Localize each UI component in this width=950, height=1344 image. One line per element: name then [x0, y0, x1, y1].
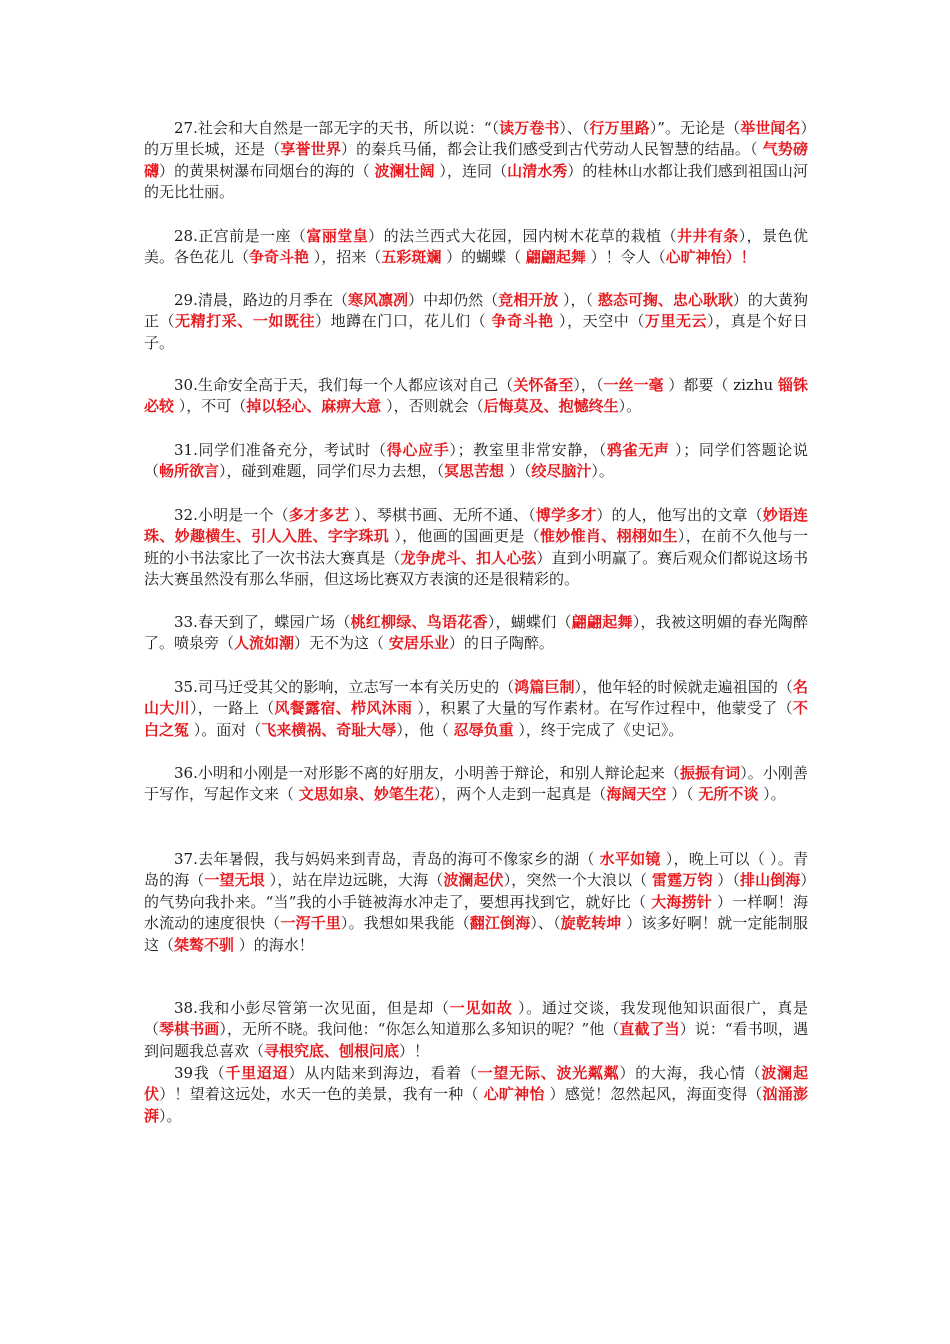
paragraph-text: ），站在岸边远眺，大海（ — [264, 871, 444, 890]
answer-idiom: 文思如泉、妙笔生花 — [298, 785, 434, 804]
paragraph-text: ），碰到难题，同学们尽力去想，（ — [219, 462, 445, 481]
paragraph-text: ）无不为这（ — [294, 634, 389, 653]
paragraph-text: ）说：“看书呗，遇到问题我总喜欢（ — [144, 1020, 808, 1060]
paragraph-text: ）中却仍然（ — [408, 291, 499, 309]
answer-idiom: 掉以轻心、麻痹大意 — [246, 397, 382, 416]
answer-idiom: 一泻千里 — [280, 914, 341, 933]
paragraph-text: ），他画的国画更是（ — [389, 527, 540, 546]
paragraph-text: ）的万里长城，还是（ — [144, 119, 808, 159]
answer-idiom: 享誉世界 — [280, 140, 341, 159]
answer-idiom: 无所不谈 — [698, 785, 759, 804]
answer-idiom: 憨态可掬、忠心耿耿 — [597, 291, 733, 309]
answer-idiom: 雷霆万钧 — [652, 871, 713, 890]
answer-idiom: 水平如镜 — [599, 850, 661, 868]
answer-idiom: 飞来横祸、奇耻大辱 — [261, 720, 397, 739]
paragraph-text: ），景色优美。各色花儿（ — [144, 227, 808, 267]
answer-idiom: 波澜起伏 — [144, 1064, 808, 1104]
answer-idiom: 一见如故 — [449, 999, 513, 1017]
paragraph-text: 38.我和小彭尽管第一次见面，但是却（ — [174, 999, 450, 1017]
paragraph-text: ）（ — [666, 785, 699, 804]
paragraph-text: ），在前不久他与一班的小书法家比了一次书法大赛真是（ — [144, 527, 808, 567]
paragraph-text: ）该多好啊！就一定能制服这（ — [144, 914, 808, 954]
answer-idiom: 山清水秀 — [507, 161, 568, 180]
answer-idiom: 安居乐业 — [388, 634, 449, 653]
answer-idiom: 无精打采、一如既往 — [175, 312, 316, 331]
paragraph-text: ）感觉！忽然起风，海面变得（ — [544, 1085, 763, 1104]
paragraph-text: ）！望着这远处，水天一色的美景，我有一种（ — [159, 1085, 484, 1104]
paragraph-27 — [144, 118, 808, 204]
paragraph-text: ）；教室里非常安静，（ — [449, 441, 607, 459]
paragraph-text: ），蝴蝶们（ — [487, 613, 572, 631]
paragraph-text: ）（ — [712, 871, 740, 890]
answer-idiom: 心旷神怡）！ — [665, 248, 756, 267]
paragraph-text: ）的海水！ — [234, 935, 314, 954]
paragraph-text: ）、（ — [530, 914, 561, 933]
paragraph-text: 30.生命安全高于天，我们每一个人都应该对自己（ — [174, 376, 514, 394]
paragraph-text: ），突然一个大浪以（ — [503, 871, 653, 890]
answer-idiom: 一望无际、波光粼粼 — [477, 1064, 620, 1082]
paragraph-text: ）。 — [591, 462, 614, 481]
paragraph-text: ）的日子陶醉。 — [448, 634, 554, 653]
answer-idiom: 争奇斗艳 — [491, 312, 554, 331]
paragraph-text: ），连同（ — [434, 161, 508, 180]
answer-idiom: 不白之冤 — [144, 699, 808, 739]
answer-idiom: 海阔天空 — [606, 785, 667, 804]
answer-idiom: 读万卷书 — [499, 119, 560, 137]
paragraph-text: ），真是个好日子。 — [144, 312, 808, 352]
paragraph-text: ），晚上可以（ ）。青岛的海（ — [144, 850, 808, 890]
answer-idiom: 畅所欲言 — [159, 462, 220, 481]
answer-idiom: 波澜壮阔 — [374, 161, 435, 180]
answer-idiom: 直截了当 — [619, 1020, 680, 1039]
paragraph-text: 37.去年暑假，我与妈妈来到青岛，青岛的海可不像家乡的湖（ — [174, 850, 600, 868]
answer-idiom: 波澜起伏 — [443, 871, 504, 890]
paragraph-text: ）。 — [159, 1106, 182, 1125]
paragraph-31 — [144, 440, 808, 483]
paragraph-text: ）。 — [618, 397, 642, 416]
paragraph-text: ）！令人（ — [585, 248, 666, 267]
answer-idiom: 汹涌澎湃 — [144, 1085, 808, 1125]
answer-idiom: 翩翩起舞 — [571, 613, 633, 631]
paragraph-text: 39我（ — [174, 1064, 226, 1082]
answer-idiom: 名山大川 — [144, 678, 808, 718]
answer-idiom: 五彩斑斓 — [381, 248, 442, 267]
paragraph-35 — [144, 677, 808, 741]
paragraph-text: ）的气势向我扑来。“当”我的小手链被海水冲走了，要想再找到它，就好比（ — [144, 871, 808, 911]
paragraph-text: ），无所不晓。我问他：“你怎么知道那么多知识的呢？”他（ — [219, 1020, 620, 1039]
answer-idiom: 寒风凛冽 — [348, 291, 409, 309]
paragraph-text: ）地蹲在门口，花儿们（ — [315, 312, 492, 331]
answer-idiom: 得心应手 — [386, 441, 450, 459]
paragraph-text: ）；同学们答题论说（ — [144, 441, 808, 481]
answer-idiom: 竞相开放 — [498, 291, 559, 309]
answer-idiom: 博学多才 — [535, 506, 597, 524]
answer-idiom: 锱铢必较 — [144, 376, 808, 416]
paragraph-text: ），否则就会（ — [381, 397, 484, 416]
paragraph-32 — [144, 505, 808, 591]
paragraph-text: ），（ — [558, 291, 598, 309]
paragraph-33 — [144, 612, 808, 655]
paragraph-29 — [144, 290, 808, 354]
paragraph-text: ），天空中（ — [553, 312, 645, 331]
paragraph-text: ），一路上（ — [189, 699, 275, 718]
paragraph-text: ）一样啊！海水流动的速度很快（ — [144, 892, 808, 933]
paragraph-text: 28.正宫前是一座（ — [174, 227, 307, 245]
paragraph-text: 27.社会和大自然是一部无字的天书，所以说：“（ — [174, 119, 500, 137]
paragraph-text: ），积累了大量的写作素材。在写作过程中，他蒙受了（ — [412, 699, 793, 718]
paragraph-text: ）（ — [504, 462, 532, 481]
paragraph-text: ），他年轻的时候就走遍祖国的（ — [574, 678, 793, 696]
answer-idiom: 龙争虎斗、扣人心弦 — [400, 548, 537, 567]
answer-idiom: 振振有词 — [679, 764, 741, 782]
answer-idiom: 桃红柳绿、鸟语花香 — [350, 613, 488, 631]
paragraph-text: ），终于完成了《史记》。 — [513, 720, 684, 739]
answer-idiom: 妙语连珠、妙趣横生、引人入胜、字字珠玑 — [144, 506, 808, 546]
paragraph-text: ）的法兰西式大花园，园内树木花草的栽植（ — [368, 227, 677, 245]
answer-idiom: 心旷神怡 — [483, 1085, 545, 1104]
paragraph-text: 32.小明是一个（ — [174, 506, 289, 524]
answer-idiom: 琴棋书画 — [159, 1020, 220, 1039]
answer-idiom: 争奇斗艳 — [249, 248, 310, 267]
paragraph-text: ）的人，他写出的文章（ — [596, 506, 763, 524]
answer-idiom: 一丝一毫 — [603, 376, 664, 394]
answer-idiom: 惟妙惟肖、栩栩如生 — [539, 527, 678, 546]
paragraph-text: ）。面对（ — [189, 720, 262, 739]
paragraph-text: 33.春天到了，蝶园广场（ — [174, 613, 351, 631]
answer-idiom: 冥思苦想 — [444, 462, 505, 481]
paragraph-text: 29.清晨，路边的月季在（ — [174, 291, 348, 309]
answer-idiom: 井井有条 — [676, 227, 739, 245]
paragraph-text: 36.小明和小刚是一对形影不离的好朋友，小明善于辩论，和别人辩论起来（ — [174, 764, 680, 782]
paragraph-text: ），他（ — [396, 720, 454, 739]
paragraph-39 — [144, 1063, 808, 1127]
paragraph-text: ），我被这明媚的春光陶醉了。喷泉旁（ — [144, 613, 808, 653]
paragraph-text: ）！ — [399, 1041, 430, 1060]
paragraph-text: ），招来（ — [309, 248, 382, 267]
paragraph-text: ）从内陆来到海边，看着（ — [288, 1064, 478, 1082]
paragraph-text: ），不可（ — [174, 397, 247, 416]
paragraph-38 — [144, 998, 808, 1062]
paragraph-text: 35.司马迁受其父的影响，立志写一本有关历史的（ — [174, 678, 515, 696]
answer-idiom: 旋乾转坤 — [560, 914, 622, 933]
paragraph-text: ）的黄果树瀑布同烟台的海的（ — [159, 161, 375, 180]
answer-idiom: 后悔莫及、抱憾终生 — [483, 397, 619, 416]
answer-idiom: 忍辱负重 — [453, 720, 514, 739]
paragraph-text: ），两个人走到一起真是（ — [433, 785, 607, 804]
answer-idiom: 翩翩起舞 — [525, 248, 586, 267]
paragraph-text: ）”。无论是（ — [649, 119, 741, 137]
answer-idiom: 关怀备至 — [513, 376, 574, 394]
paragraph-text: 31.同学们准备充分，考试时（ — [174, 441, 387, 459]
paragraph-28 — [144, 226, 808, 269]
answer-idiom: 绞尽脑汁 — [531, 462, 592, 481]
answer-idiom: 桀骜不驯 — [174, 935, 235, 954]
answer-idiom: 富丽堂皇 — [306, 227, 369, 245]
answer-idiom: 鸿篇巨制 — [514, 678, 575, 696]
answer-idiom: 人流如潮 — [234, 634, 295, 653]
paragraph-30 — [144, 375, 808, 418]
paragraph-text: ）的大黄狗正（ — [144, 291, 808, 331]
answer-idiom: 行万里路 — [589, 119, 650, 137]
answer-idiom: 一望无垠 — [204, 871, 265, 890]
paragraph-text: ）。通过交谈，我发现他知识面很广，真是（ — [144, 999, 808, 1039]
answer-idiom: 气势磅礴 — [144, 140, 808, 180]
answer-idiom: 翻江倒海 — [469, 914, 531, 933]
paragraph-text: ）、（ — [559, 119, 590, 137]
paragraph-text: ）。 — [758, 785, 786, 804]
answer-idiom: 举世闻名 — [740, 119, 801, 137]
paragraph-text: ）的蝴蝶（ — [441, 248, 526, 267]
paragraph-text: ）、琴棋书画、无所不通、（ — [349, 506, 536, 524]
answer-idiom: 鸦雀无声 — [606, 441, 670, 459]
answer-idiom: 寻根究底、刨根问底 — [264, 1041, 400, 1060]
paragraph-text: ）的大海，我心情（ — [619, 1064, 762, 1082]
answer-idiom: 大海捞针 — [651, 892, 712, 911]
answer-idiom: 风餐露宿、栉风沐雨 — [274, 699, 413, 718]
paragraph-37 — [144, 849, 808, 956]
paragraph-text: ）的秦兵马俑，都会让我们感受到古代劳动人民智慧的结晶。（ — [340, 140, 763, 159]
paragraph-36 — [144, 763, 808, 806]
paragraph-text: ）的桂林山水都让我们感到祖国山河的无比壮丽。 — [144, 161, 808, 202]
answer-idiom: 万里无云 — [644, 312, 708, 331]
paragraph-text: ），（ — [573, 376, 604, 394]
paragraph-text: ）都要（ zizhu — [663, 376, 778, 394]
paragraph-text: ）直到小明赢了。赛后观众们都说这场书法大赛虽然没有那么华丽，但这场比赛双方表演的还是很精彩的。 — [144, 548, 808, 589]
paragraph-text: ）。小刚善于写作，写起作文来（ — [144, 764, 808, 804]
answer-idiom: 千里迢迢 — [225, 1064, 289, 1082]
paragraph-text: ）。我想如果我能（ — [340, 914, 470, 933]
answer-idiom: 多才多艺 — [288, 506, 350, 524]
answer-idiom: 排山倒海 — [740, 871, 801, 890]
